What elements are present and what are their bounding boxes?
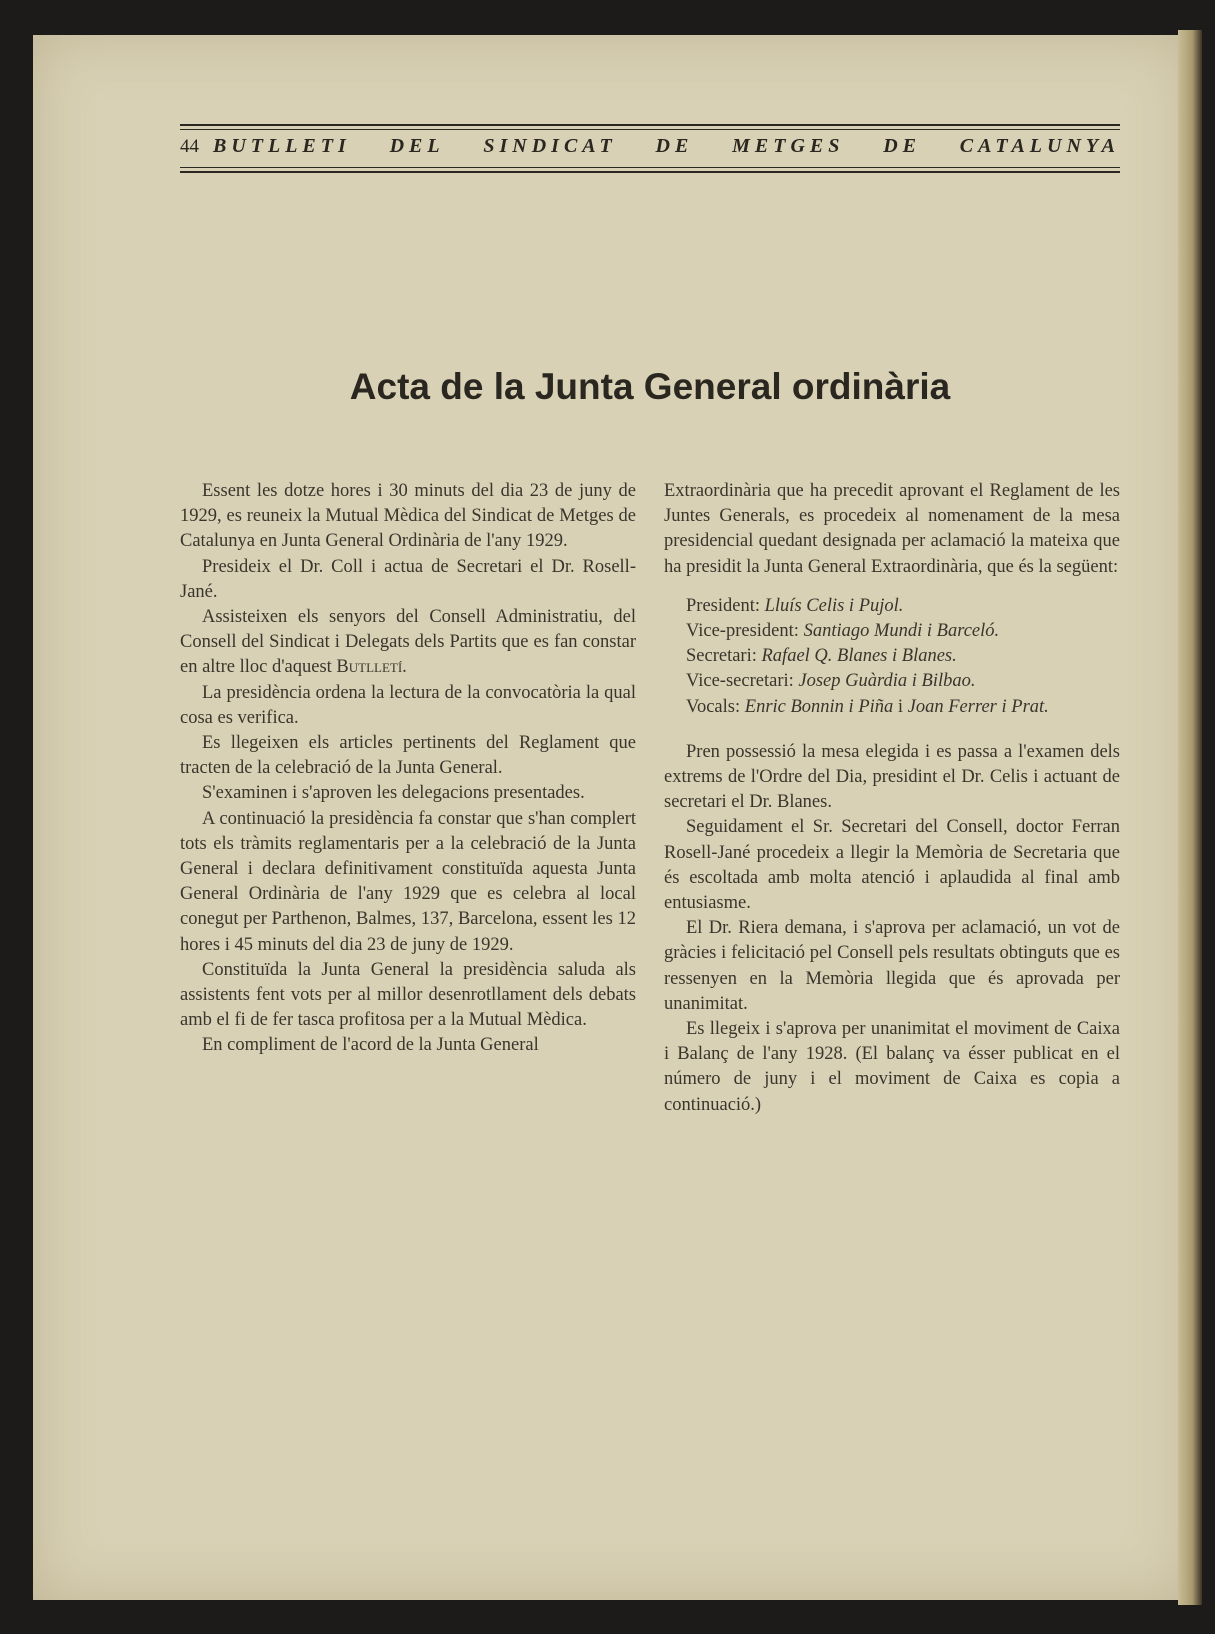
running-title-word: CATALUNYA bbox=[959, 135, 1120, 157]
officer-vice-president bbox=[664, 619, 1120, 644]
header-rule-bottom bbox=[180, 171, 1120, 173]
paragraph: En compliment de l'acord de la Junta General bbox=[202, 1035, 539, 1056]
officer-name: Josep Guàrdia i Bilbao. bbox=[798, 671, 976, 692]
paragraph bbox=[180, 605, 636, 681]
officer-role: Vice-president: bbox=[686, 621, 799, 642]
officer-name: Lluís Celis i Pujol. bbox=[764, 595, 904, 616]
officer-role: Secretari: bbox=[686, 646, 757, 667]
officer-role: Vice-secretari: bbox=[686, 671, 794, 692]
page-edge bbox=[1178, 30, 1202, 1605]
officer-joiner: i bbox=[897, 696, 904, 717]
officer-vocals bbox=[664, 695, 1120, 720]
running-title bbox=[213, 135, 1120, 158]
paragraph: Es llegeix i s'aprova per unanimitat el moviment de Caixa i Balanç de l'any 1928. (El balanç va ésser publicat en el número de juny i el moviment de Caixa es copia a continuació.) bbox=[664, 1019, 1120, 1115]
officer-name: Enric Bonnin i Piña bbox=[744, 696, 894, 717]
running-header bbox=[180, 124, 1120, 176]
page-number: 44 bbox=[180, 136, 199, 157]
header-rule-bottom-thin bbox=[180, 167, 1120, 168]
running-title-word: SINDICAT bbox=[483, 135, 617, 157]
article-title: Acta de la Junta General ordinària bbox=[349, 366, 951, 407]
paragraph: Constituïda la Junta General la presidència saluda als assistents fent vots per al millor desenrotllament dels debats amb el fi de fer tasca profitosa per a la Mutual Mèdica. bbox=[180, 959, 636, 1031]
officer-name: Rafael Q. Blanes i Blanes. bbox=[761, 646, 957, 667]
officer-name: Joan Ferrer i Prat. bbox=[907, 696, 1049, 717]
running-title-word: BUTLLETI bbox=[213, 135, 351, 157]
paragraph: A continuació la presidència fa constar que s'han complert tots els tràmits reglamentaris per a la celebració de la Junta General i declara definitivament constituïda aquesta Junta General Ordinària de l'any 1929 que es celebra al local conegut per Parthenon, Balmes, 137, Barcelona, essent les 12 hores i 45 minuts del dia 23 de juny de 1929. bbox=[180, 808, 636, 955]
paragraph: S'examinen i s'aproven les delegacions presentades. bbox=[202, 783, 585, 804]
running-title-word: METGES bbox=[732, 135, 845, 157]
paragraph-text: Assisteixen els senyors del Consell Administratiu, del Consell del Sindicat i Delegats dels Partits que es fan constar en altre lloc d'aquest bbox=[180, 607, 636, 678]
paragraph: Presideix el Dr. Coll i actua de Secretari el Dr. Rosell-Jané. bbox=[180, 556, 636, 602]
running-title-word: DEL bbox=[389, 135, 445, 157]
right-column bbox=[664, 479, 1120, 1118]
officer-role: President: bbox=[686, 595, 760, 616]
paragraph: Pren possessió la mesa elegida i es passa a l'examen dels extrems de l'Ordre del Dia, presidint el Dr. Celis i actuant de secretari el Dr. Blanes. bbox=[664, 741, 1120, 813]
running-title-word: DE bbox=[883, 135, 921, 157]
paragraph: Essent les dotze hores i 30 minuts del dia 23 de juny de 1929, es reuneix la Mutual Mèdica del Sindicat de Metges de Catalunya en Junta General Ordinària de l'any 1929. bbox=[180, 481, 636, 552]
header-rule-top bbox=[180, 124, 1120, 126]
officer-vice-secretary bbox=[664, 669, 1120, 694]
paragraph-continued: Extraordinària que ha precedit aprovant el Reglament de les Juntes Generals, es procedeix al nomenament de la mesa presidencial quedant designada per aclamació la mateixa que ha presidit la Junta General Extraordinària, que és la següent: bbox=[664, 481, 1120, 577]
paragraph: Es llegeixen els articles pertinents del Reglament que tracten de la celebració de la Junta General. bbox=[180, 733, 636, 779]
paragraph: El Dr. Riera demana, i s'aprova per aclamació, un vot de gràcies i felicitació pel Consell pels resultats obtinguts que es ressenyen en la Memòria llegida que és aprovada per unanimitat. bbox=[664, 918, 1120, 1014]
paragraph: Seguidament el Sr. Secretari del Consell, doctor Ferran Rosell-Jané procedeix a llegir la Memòria de Secretaria que és escoltada amb molta atenció i aplaudida al final amb entusiasme. bbox=[664, 817, 1120, 914]
officer-role: Vocals: bbox=[686, 696, 741, 717]
running-title-word: DE bbox=[655, 135, 694, 157]
officers-list bbox=[664, 594, 1120, 720]
butlleti-word: Butlletí. bbox=[336, 657, 407, 678]
paragraph: La presidència ordena la lectura de la convocatòria la qual cosa es verifica. bbox=[180, 682, 636, 728]
header-rule-top-thin bbox=[180, 129, 1120, 130]
header-line bbox=[180, 135, 1120, 163]
left-column bbox=[180, 479, 636, 1059]
officer-name: Santiago Mundi i Barceló. bbox=[803, 621, 1000, 642]
officer-president bbox=[664, 594, 1120, 619]
officer-secretary bbox=[664, 644, 1120, 669]
